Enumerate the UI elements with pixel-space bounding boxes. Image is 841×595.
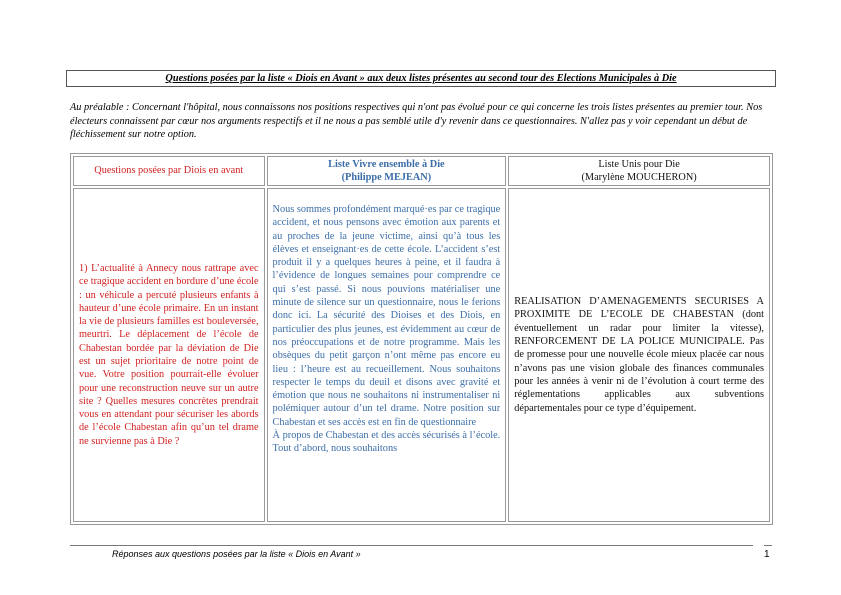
answer-vivre-cell [267, 188, 507, 522]
header-vivre-candidate: (Philippe MEJEAN) [341, 172, 432, 183]
answer-vivre-paragraph-1: Nous sommes profondément marqué·es par ce tragique accident, et nous pensons avec émotion aux parents et au proches de la jeune victime, ainsi qu’à tous les élèves et enseignant·es de cette école. L’accident s’est produit il y a quelques heures à peine, et il faudra à l’évidence de longues semaines pour comprendre ce qui s’est passé. Si nous pouvions matérialiser une minute de silence sur un questionnaire, nous le ferions donc ici. La sécurité des Dioises et des Diois, en particulier des plus jeunes, est évidemment au cœur de nos préoccupations et de notre programme. Mais les obsèques du petit garçon n’ont même pas encore eu lieu : l’heure est au recueillement. Nous souhaitons respecter le temps du deuil et disons avec gravité et émotion que nous ne souhaitons ni instrumentaliser ni polémiquer autour d’un tel drame. Notre position sur Chabestan et ses accès est en fin de questionnaire [272, 204, 501, 428]
answer-unis-cell: REALISATION D’AMENAGEMENTS SECURISES A PROXIMITE DE L’ECOLE DE CHABESTAN (dont éventuellement un radar pour limiter la vitesse), RENFORCEMENT DE LA POLICE MUNICIPALE. Pas de promesse pour une nouvelle école mieux placée car nous n’avons pas une vision globale des finances communales pour les années à venir ni de l’évolution à court terme des réglementations applicables aux subventions départementales pour ce type d’équipement. [508, 188, 770, 522]
answer-vivre-paragraph-2: À propos de Chabestan et des accès sécurisés à l’école. Tout d’abord, nous souhaitons [272, 430, 501, 455]
header-questions: Questions posées par Diois en avant [73, 156, 265, 186]
header-vivre-list-name: Liste Vivre ensemble à Die [328, 158, 445, 170]
header-unis-list-name: Liste Unis pour Die [598, 158, 680, 170]
table-header-row [73, 156, 770, 186]
footer-divider [70, 545, 753, 546]
document-title: Questions posées par la liste « Diois en Avant » aux deux listes présentes au second tour des Elections Municipales à Die [66, 70, 776, 87]
footer-divider-short [764, 545, 772, 546]
header-vivre-ensemble [267, 156, 507, 186]
page-number: 1 [764, 549, 770, 560]
header-unis-candidate: (Marylène MOUCHERON) [581, 172, 697, 183]
intro-paragraph: Au préalable : Concernant l'hôpital, nous connaissons nos positions respectives qui n'ont pas évolué pour ce qui concerne les trois listes présentes au premier tour. Nos électeurs connaissent par cœur nos arguments respectifs et il ne nous a pas semblé utile d'y revenir dans ce questionnaires. N'allez pas y voir cependant un début de fléchissement sur notre option. [70, 102, 763, 141]
table-row [73, 188, 770, 522]
footer-text: Réponses aux questions posées par la liste « Diois en Avant » [112, 549, 361, 559]
header-unis-pour-die [508, 156, 770, 186]
question-cell: 1) L’actualité à Annecy nous rattrape avec ce tragique accident en bordure d’une école : un véhicule a percuté plusieurs enfants à hauteur d’une école primaire. En un instant la vie de plusieurs familles est bouleversée, meurtri. Le déplacement de l’école de Chabestan bordée par la déviation de Die est un sujet prioritaire de notre point de vue. Votre position pourrait-elle évoluer pour une reconstruction neuve sur un autre site ? Quelles mesures concrètes prendrait vous en attendant pour sécuriser les abords de l’école Chabestan afin qu’un tel drame ne survienne pas à Die ? [73, 188, 265, 522]
questions-table [70, 153, 773, 525]
